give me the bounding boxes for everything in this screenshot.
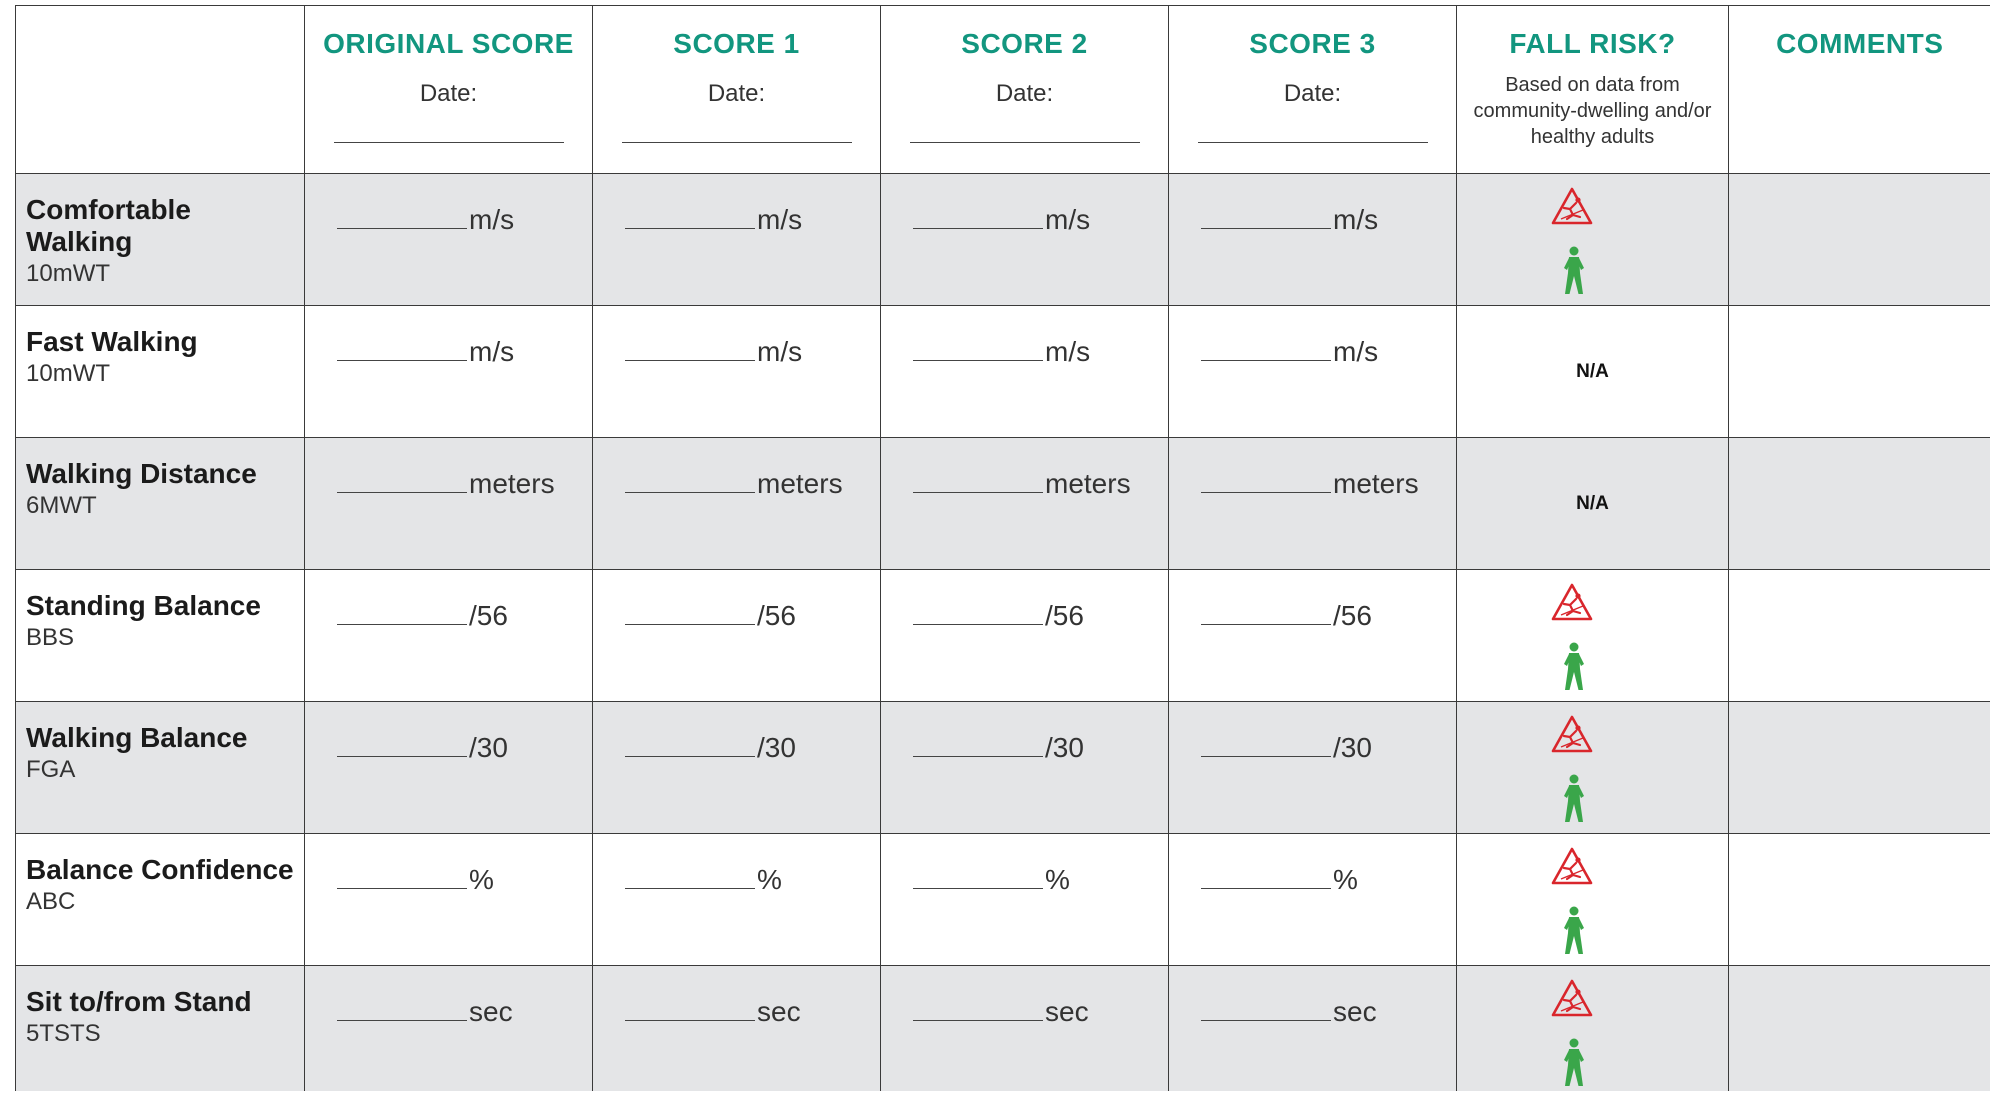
comments-cell[interactable] (1729, 702, 1990, 834)
score-cell[interactable] (305, 702, 593, 834)
score-blank[interactable] (625, 624, 755, 625)
score-cell[interactable] (1169, 834, 1457, 966)
column-title: SCORE 2 (961, 28, 1088, 59)
score-blank[interactable] (1201, 756, 1331, 757)
score-blank[interactable] (913, 228, 1043, 229)
table-row (16, 570, 1990, 702)
header-fall-risk (1457, 6, 1729, 174)
score-cell[interactable] (593, 438, 881, 570)
date-field[interactable] (622, 142, 852, 143)
score-blank[interactable] (1201, 360, 1331, 361)
score-cell[interactable] (305, 966, 593, 1092)
date-field[interactable] (334, 142, 564, 143)
fall-risk-cell (1457, 570, 1729, 702)
fall-risk-indicators (1457, 834, 1728, 965)
unit-label: /56 (757, 600, 796, 631)
fall-warning-icon[interactable] (1550, 186, 1594, 226)
measure-cell (16, 570, 305, 702)
score-blank[interactable] (625, 1020, 755, 1021)
unit-label: % (1045, 864, 1070, 895)
score-cell[interactable] (1169, 306, 1457, 438)
score-blank[interactable] (1201, 228, 1331, 229)
score-entry[interactable] (881, 864, 1168, 896)
unit-label: m/s (1045, 204, 1091, 235)
unit-label: meters (1333, 468, 1419, 499)
score-cell[interactable] (305, 570, 593, 702)
score-blank[interactable] (913, 756, 1043, 757)
score-blank[interactable] (913, 360, 1043, 361)
unit-label: % (469, 864, 494, 895)
header-comments (1729, 6, 1990, 174)
score-cell[interactable] (881, 834, 1169, 966)
unit-label: /56 (1045, 600, 1084, 631)
measure-cell (16, 306, 305, 438)
unit-label: meters (469, 468, 555, 499)
score-entry[interactable] (881, 468, 1168, 500)
measure-name: Fast Walking (26, 326, 198, 357)
measure-code: 6MWT (26, 492, 97, 519)
standing-person-icon[interactable] (1561, 774, 1587, 824)
header-original-score (305, 6, 593, 174)
fall-warning-icon[interactable] (1550, 846, 1594, 886)
fall-risk-cell (1457, 306, 1729, 438)
header-score-1 (593, 6, 881, 174)
fall-risk-indicators (1457, 966, 1728, 1091)
column-title: SCORE 1 (673, 28, 800, 59)
date-label: Date: (419, 80, 478, 107)
measure-code: 10mWT (26, 260, 110, 287)
score-cell[interactable] (593, 834, 881, 966)
table-row (16, 702, 1990, 834)
score-entry[interactable] (1169, 732, 1456, 764)
measure-code: BBS (26, 624, 75, 651)
score-cell[interactable] (881, 438, 1169, 570)
score-blank[interactable] (337, 492, 467, 493)
unit-label: % (1333, 864, 1358, 895)
unit-label: m/s (1333, 204, 1379, 235)
unit-label: sec (1333, 996, 1377, 1027)
unit-label: m/s (757, 336, 803, 367)
table-row (16, 438, 1990, 570)
unit-label: meters (1045, 468, 1131, 499)
fall-warning-icon[interactable] (1550, 714, 1594, 754)
score-blank[interactable] (337, 624, 467, 625)
measure-cell (16, 438, 305, 570)
score-entry[interactable] (305, 468, 592, 500)
unit-label: /56 (1333, 600, 1372, 631)
score-blank[interactable] (913, 624, 1043, 625)
unit-label: sec (1045, 996, 1089, 1027)
unit-label: m/s (469, 336, 515, 367)
measure-name: Walking Distance (26, 458, 257, 489)
unit-label: /30 (757, 732, 796, 763)
header-score-2 (881, 6, 1169, 174)
unit-label: % (757, 864, 782, 895)
date-field[interactable] (1198, 142, 1428, 143)
score-cell[interactable] (305, 438, 593, 570)
score-cell[interactable] (305, 306, 593, 438)
fall-risk-indicators (1457, 570, 1728, 701)
standing-person-icon[interactable] (1561, 642, 1587, 692)
date-field[interactable] (910, 142, 1140, 143)
score-entry[interactable] (305, 336, 592, 368)
score-entry[interactable] (305, 996, 592, 1028)
score-blank[interactable] (625, 360, 755, 361)
score-entry[interactable] (593, 864, 880, 896)
score-entry[interactable] (1169, 996, 1456, 1028)
score-cell[interactable] (881, 306, 1169, 438)
unit-label: m/s (1045, 336, 1091, 367)
score-entry[interactable] (1169, 600, 1456, 632)
score-blank[interactable] (1201, 888, 1331, 889)
comments-cell[interactable] (1729, 570, 1990, 702)
fall-warning-icon[interactable] (1550, 582, 1594, 622)
unit-label: m/s (1333, 336, 1379, 367)
table-row (16, 966, 1990, 1092)
score-blank[interactable] (337, 756, 467, 757)
date-label: Date: (707, 80, 766, 107)
unit-label: /56 (469, 600, 508, 631)
table-row (16, 174, 1990, 306)
unit-label: m/s (757, 204, 803, 235)
comments-cell[interactable] (1729, 966, 1990, 1092)
table-row (16, 834, 1990, 966)
measure-name: Sit to/from Stand (26, 986, 252, 1017)
score-entry[interactable] (593, 204, 880, 236)
score-entry[interactable] (881, 204, 1168, 236)
score-entry[interactable] (305, 204, 592, 236)
score-cell[interactable] (305, 834, 593, 966)
measure-cell (16, 702, 305, 834)
fall-risk-na: N/A (1576, 361, 1609, 382)
column-title: FALL RISK? (1509, 28, 1676, 59)
standing-person-icon[interactable] (1561, 246, 1587, 296)
standing-person-icon[interactable] (1561, 1038, 1587, 1088)
score-cell[interactable] (1169, 966, 1457, 1092)
score-cell[interactable] (593, 966, 881, 1092)
score-cell[interactable] (881, 966, 1169, 1092)
score-entry[interactable] (593, 336, 880, 368)
outcome-measures-table (15, 5, 1990, 1091)
unit-label: /30 (469, 732, 508, 763)
score-entry[interactable] (593, 600, 880, 632)
score-cell[interactable] (1169, 570, 1457, 702)
comments-cell[interactable] (1729, 438, 1990, 570)
score-entry[interactable] (881, 336, 1168, 368)
fall-warning-icon[interactable] (1550, 978, 1594, 1018)
score-entry[interactable] (881, 600, 1168, 632)
score-entry[interactable] (305, 600, 592, 632)
score-blank[interactable] (625, 888, 755, 889)
score-entry[interactable] (305, 864, 592, 896)
score-cell[interactable] (1169, 174, 1457, 306)
measure-name: Standing Balance (26, 590, 261, 621)
table-row (16, 306, 1990, 438)
fall-risk-cell (1457, 702, 1729, 834)
score-blank[interactable] (337, 888, 467, 889)
fall-risk-cell (1457, 174, 1729, 306)
score-entry[interactable] (1169, 468, 1456, 500)
score-blank[interactable] (913, 1020, 1043, 1021)
score-entry[interactable] (1169, 864, 1456, 896)
score-cell[interactable] (1169, 438, 1457, 570)
score-blank[interactable] (625, 492, 755, 493)
measure-cell (16, 966, 305, 1092)
score-entry[interactable] (593, 468, 880, 500)
score-cell[interactable] (593, 570, 881, 702)
measure-name: Balance Confidence (26, 854, 294, 885)
column-title: ORIGINAL SCORE (323, 28, 574, 59)
comments-cell[interactable] (1729, 174, 1990, 306)
score-entry[interactable] (1169, 204, 1456, 236)
fall-risk-cell (1457, 966, 1729, 1092)
measure-code: 10mWT (26, 360, 110, 387)
header-blank-cell (16, 6, 305, 174)
column-title: SCORE 3 (1249, 28, 1376, 59)
fall-risk-cell (1457, 834, 1729, 966)
score-cell[interactable] (881, 174, 1169, 306)
score-blank[interactable] (337, 228, 467, 229)
comments-cell[interactable] (1729, 834, 1990, 966)
measure-code: 5TSTS (26, 1020, 101, 1047)
unit-label: /30 (1333, 732, 1372, 763)
unit-label: m/s (469, 204, 515, 235)
date-label: Date: (1283, 80, 1342, 107)
score-cell[interactable] (593, 174, 881, 306)
score-blank[interactable] (625, 228, 755, 229)
score-blank[interactable] (913, 492, 1043, 493)
score-entry[interactable] (593, 996, 880, 1028)
score-blank[interactable] (337, 1020, 467, 1021)
column-title: COMMENTS (1776, 28, 1944, 59)
date-label: Date: (995, 80, 1054, 107)
score-cell[interactable] (881, 702, 1169, 834)
score-entry[interactable] (881, 996, 1168, 1028)
measure-cell (16, 834, 305, 966)
score-entry[interactable] (593, 732, 880, 764)
score-blank[interactable] (625, 756, 755, 757)
fall-risk-na: N/A (1576, 493, 1609, 514)
score-cell[interactable] (1169, 702, 1457, 834)
fall-risk-indicators (1457, 174, 1728, 305)
score-entry[interactable] (881, 732, 1168, 764)
score-blank[interactable] (1201, 1020, 1331, 1021)
fall-risk-cell (1457, 438, 1729, 570)
measure-code: ABC (26, 888, 76, 915)
header-row (16, 6, 1990, 174)
measure-name: Walking Balance (26, 722, 248, 753)
unit-label: sec (757, 996, 801, 1027)
fall-risk-note: Based on data from community-dwelling and/or healthy adults (1473, 74, 1712, 148)
score-entry[interactable] (305, 732, 592, 764)
unit-label: /30 (1045, 732, 1084, 763)
score-cell[interactable] (881, 570, 1169, 702)
score-entry[interactable] (1169, 336, 1456, 368)
unit-label: meters (757, 468, 843, 499)
comments-cell[interactable] (1729, 306, 1990, 438)
score-cell[interactable] (593, 702, 881, 834)
measure-code: FGA (26, 756, 76, 783)
score-blank[interactable] (1201, 624, 1331, 625)
standing-person-icon[interactable] (1561, 906, 1587, 956)
fall-risk-indicators (1457, 702, 1728, 833)
score-blank[interactable] (1201, 492, 1331, 493)
unit-label: sec (469, 996, 513, 1027)
score-cell[interactable] (593, 306, 881, 438)
measure-cell (16, 174, 305, 306)
score-blank[interactable] (337, 360, 467, 361)
measure-name: Comfortable Walking (26, 194, 191, 257)
header-score-3 (1169, 6, 1457, 174)
score-cell[interactable] (305, 174, 593, 306)
score-blank[interactable] (913, 888, 1043, 889)
